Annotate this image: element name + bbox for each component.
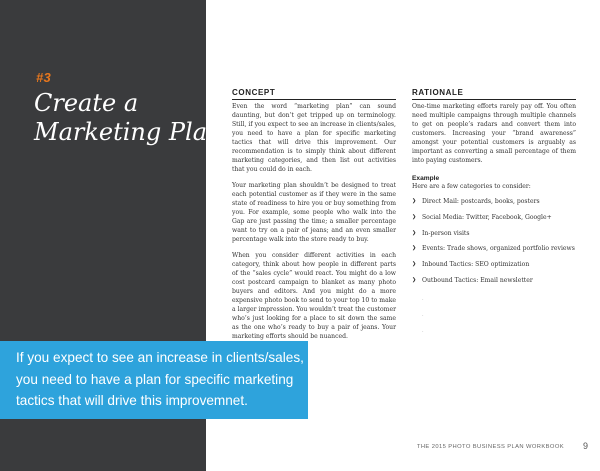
example-heading: Example <box>412 175 440 182</box>
example-list <box>412 197 576 285</box>
rationale-column <box>412 88 576 340</box>
list-item <box>412 276 576 285</box>
pull-quote-line: you need to have a plan for specific marketing <box>16 371 294 387</box>
arrow-bullet-icon: ❯ <box>412 261 417 268</box>
list-item <box>412 244 576 253</box>
arrow-bullet-icon: ❯ <box>412 213 417 220</box>
list-item <box>412 213 576 222</box>
example-intro: Here are a few categories to consider: <box>412 183 531 190</box>
concept-column <box>232 88 396 348</box>
rationale-paragraph: One-time marketing efforts rarely pay off. You often need multiple campaigns through multiple channels to get on people’s radars and convert them into customers. Increasing your “brand awareness” amongst your potential customers is arguably as important as converting a small percentage of them into paying customers. <box>412 103 576 164</box>
pull-quote-line: If you expect to see an increase in clients/sales, <box>16 350 304 365</box>
arrow-bullet-icon: ❯ <box>412 229 417 236</box>
rationale-heading: RATIONALE <box>412 88 576 100</box>
blank-bullet-markers: · · · <box>422 296 424 335</box>
footer-title: THE 2015 PHOTO BUSINESS PLAN WORKBOOK <box>416 444 564 450</box>
page-title-line-2: Marketing Plan <box>34 118 223 146</box>
pull-quote-line: tactics that will drive this improvemnet. <box>16 393 248 408</box>
page-number: 9 <box>582 441 588 451</box>
list-item-text: Outbound Tactics: Email newsletter <box>422 276 533 284</box>
concept-paragraph: When you consider different activities in each category, think about how people in different parts of the “sales cycle” would react. You might do a low cost postcard campaign to blanket as many photo buyers and editors. And you might do a more expensive photo book to send to your top 10 to make a larger impression. You wouldn’t treat the customer who’s just looking for a place to sit down the same as the one who’s ready to buy a pair of jeans. Your marketing efforts should be nuanced. <box>232 252 396 340</box>
list-item-text: Direct Mail: postcards, books, posters <box>422 198 540 205</box>
concept-heading: CONCEPT <box>232 88 396 100</box>
list-item-text: Events: Trade shows, organized portfolio reviews <box>422 245 575 253</box>
list-item <box>412 197 576 206</box>
arrow-bullet-icon: ❯ <box>412 245 417 252</box>
page-title-line-1: Create a <box>34 89 139 117</box>
arrow-bullet-icon: ❯ <box>412 276 417 283</box>
list-item-text: In-person visits <box>422 229 470 237</box>
list-item-text: Inbound Tactics: SEO optimization <box>422 261 530 269</box>
list-item <box>412 260 576 269</box>
pull-quote-text <box>16 347 306 412</box>
concept-paragraph: Your marketing plan shouldn’t be designed to treat each potential customer as if they were in the same state of readiness to hire you or buy something from you. For example, some people who walk into the Gap are just passing the time; a smaller percentage want to try on a pair of jeans; and an even smaller percentage walk into the store ready to buy. <box>232 182 396 243</box>
list-item-text: Social Media: Twitter, Facebook, Google+ <box>422 213 552 221</box>
step-number: #3 <box>36 70 52 85</box>
concept-paragraph: Even the word “marketing plan” can sound daunting, but don’t get tripped up on terminology. Still, if you expect to see an increase in clients/sales, you need to have a plan for specific marketing tactics that will drive this improvement. Our recommendation is to simply think about different marketing categories, and then list out activities that you could do in each. <box>232 103 396 173</box>
list-item <box>412 229 576 238</box>
pull-quote-banner <box>0 341 308 419</box>
arrow-bullet-icon: ❯ <box>412 198 417 204</box>
